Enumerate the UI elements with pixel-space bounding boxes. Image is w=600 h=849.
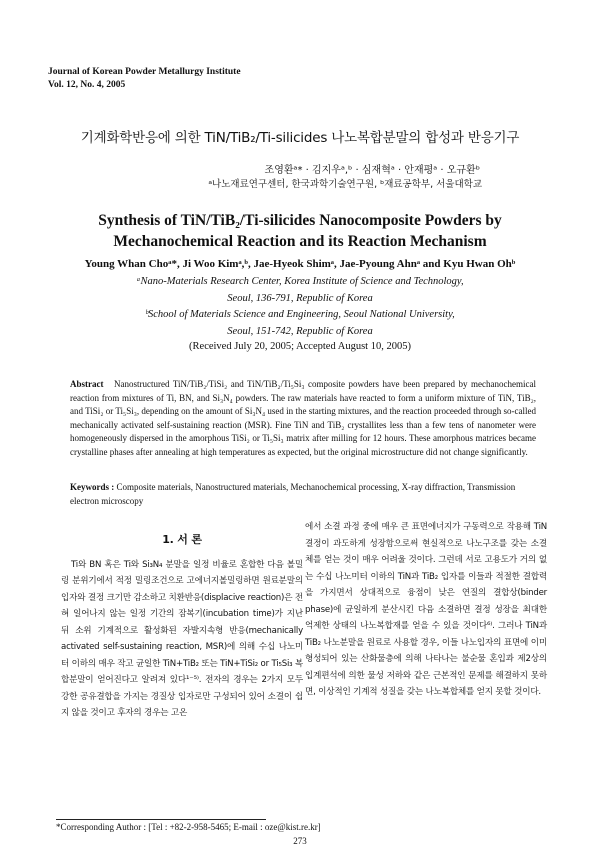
affiliation-a-line-1: ᵃNano-Materials Research Center, Korea Institute of Science and Technology, xyxy=(136,276,464,287)
footnote-divider xyxy=(56,819,266,820)
english-affiliations xyxy=(0,274,600,340)
affiliation-b-line-2: Seoul, 151-742, Republic of Korea xyxy=(227,325,373,337)
received-dates: (Received July 20, 2005; Accepted August 10, 2005) xyxy=(189,341,411,352)
english-authors: Young Whan Choᵃ*, Ji Woo Kimᵃ,ᵇ, Jae-Hyeok Shimᵃ, Jae-Pyoung Ahnᵃ and Kyu Hwan Ohᵇ xyxy=(84,258,516,270)
abstract-label: Abstract xyxy=(70,379,104,389)
keywords-text: Composite materials, Nanostructured materials, Mechanochemical processing, X-ray diffraction, Transmission electron microscopy xyxy=(70,482,516,506)
korean-authors: 조영환ᵃ* · 김지우ᵃ,ᵇ · 심재혁ᵃ · 안재평ᵃ · 오규환ᵇ xyxy=(264,165,480,176)
body-column-right xyxy=(305,519,547,701)
body-paragraph-right: 에서 소결 과정 중에 매우 큰 표면에너지가 구동력으로 작용해 TiN 결정이 과도하게 성장함으로써 현실적으로 나노구조를 갖는 소결체를 얻는 것이 매우 어려울 것이다. 그런데 서로 고용도가 거의 없는 수십 나노미터 이하의 TiN과 TiB₂ 입자를 이들과 적절한 결합력을 가지면서 상대적으로 융점이 낮은 연질의 결합상(binder phase)에 균일하게 분산시킨 다음 소결하면 결정 성장을 최대한 억제한 상태의 나노복합재를 얻을 수 있을 것이다⁶⁾. 그러나 TiN과 TiB₂ 나노분말을 원료로 사용할 경우, 이들 나노입자의 표면에 이미 형성되어 있는 산화물층에 의해 나타나는 불순물 혼입과 제2상의 입계편석에 의한 물성 저하와 같은 근본적인 문제를 해결하지 못하면, 이상적인 기계적 성질을 갖는 나노복합체를 얻지 못할 것이다. xyxy=(305,522,547,697)
journal-volume: Vol. 12, No. 4, 2005 xyxy=(48,80,126,90)
affiliation-a-line-2: Seoul, 136-791, Republic of Korea xyxy=(227,292,373,304)
journal-header xyxy=(48,66,241,92)
body-column-left xyxy=(61,532,303,722)
korean-title: 기계화학반응에 의한 TiN/TiB₂/Ti-silicides 나노복합분말의 합성과 반응기구 xyxy=(80,130,520,146)
body-paragraph-left: Ti와 BN 혹은 Ti와 Si₃N₄ 분말을 일정 비율로 혼합한 다음 볼밀링 분위기에서 적정 밀링조건으로 고에너지볼밀링하면 원료분말의 입자와 결정 크기만 감소하고 치환반응(displacive reaction)은 전혀 일어나지 않는 일정 기간의 잠복기(incubation time)가 지난 뒤 소위 기계적으로 활성화된 자발지속형 반응(mechanically activated self-sustaining reaction, MSR)에 의해 수십 나노미터 이하의 매우 작고 균일한 TiN+TiB₂ 또는 TiN+TiSi₂ or Ti₅Si₃ 복합분말이 얻어진다고 알려져 있다¹⁻⁵⁾. 전자의 경우는 2가지 모두 강한 공유결합을 가지는 경질상 입자로만 구성되어 있어 소결이 쉽지 않을 것이고 후자의 경우는 고온 xyxy=(61,559,304,718)
english-title-line-1: Synthesis of TiN/TiB₂/Ti-silicides Nanocomposite Powders by xyxy=(98,212,502,229)
abstract-text: Nanostructured TiN/TiB₂/TiSi₂ and TiN/TiB₂/Ti₅Si₃ composite powders have been prepared by mechanochemical reaction from mixtures of Ti, BN, and Si₃N₄ powders. The raw materials have reacted to form a uniform mixture of TiN, TiB₂, and TiSi₂ or Ti₅Si₃, depending on the amount of Si₃N₄ used in the starting mixtures, and the reaction proceeded through so-called mechanically activated self-sustaining reaction (MSR). Fine TiN and TiB₂ crystallites less than a few tens of nanometer were homogeneously dispersed in the amorphous TiSi₂ or Ti₅Si₃ matrix after milling for 12 hours. These amorphous matrices became crystalline phases after annealing at high temperatures as expected, but the original microstructure did not change significantly. xyxy=(70,379,537,457)
corresponding-author-footnote: *Corresponding Author : [Tel : +82-2-958-5465; E-mail : oze@kist.re.kr] xyxy=(56,822,321,832)
affiliation-b-line-1: ᵇSchool of Materials Science and Engineering, Seoul National University, xyxy=(145,309,455,320)
korean-affiliation: ᵃ나노재료연구센터, 한국과학기술연구원, ᵇ재료공학부, 서울대학교 xyxy=(208,179,482,190)
english-title-line-2: Mechanochemical Reaction and its Reaction Mechanism xyxy=(113,233,487,250)
journal-name: Journal of Korean Powder Metallurgy Institute xyxy=(48,67,241,77)
page-number: 273 xyxy=(293,836,307,846)
section-heading-introduction: 1. 서 론 xyxy=(162,533,202,546)
english-title xyxy=(0,210,600,252)
abstract xyxy=(70,378,536,459)
keywords xyxy=(70,481,536,508)
keywords-label: Keywords : xyxy=(70,482,115,492)
